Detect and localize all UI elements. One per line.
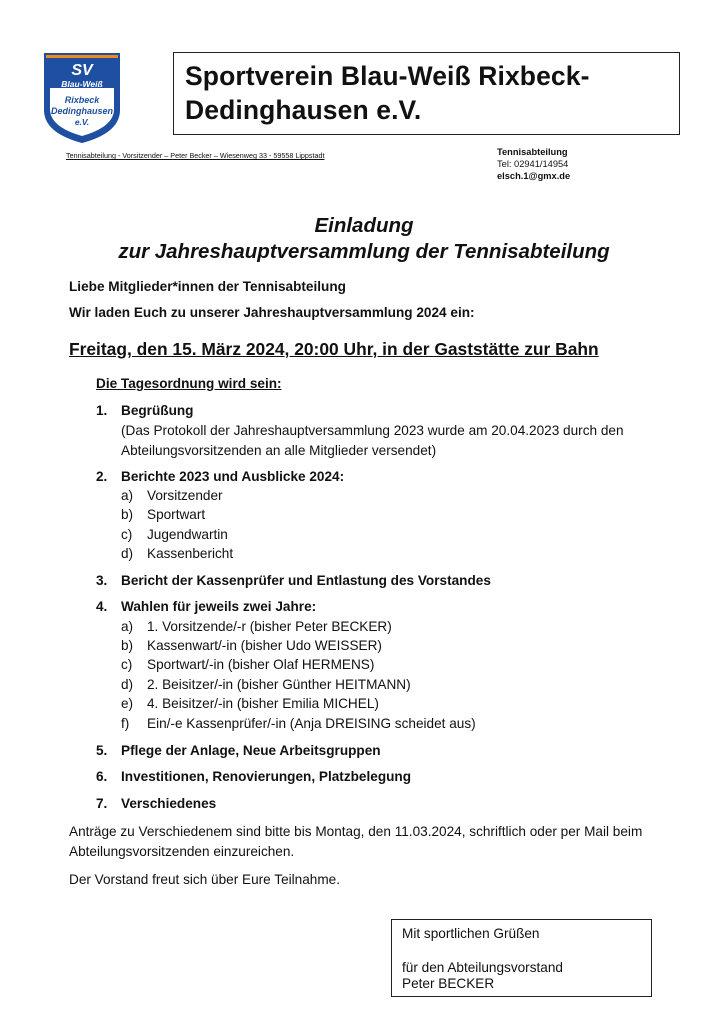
agenda-item-3-title: Bericht der Kassenprüfer und Entlastung des Vorstandes: [121, 573, 491, 588]
agenda-item-4d-letter: d): [121, 677, 134, 692]
agenda-item-4b-text: Kassenwart/-in (bisher Udo WEISSER): [147, 638, 382, 653]
intro: Wir laden Euch zu unserer Jahreshauptversammlung 2024 ein:: [69, 305, 475, 320]
event-line: Freitag, den 15. März 2024, 20:00 Uhr, in der Gaststätte zur Bahn: [69, 339, 599, 359]
agenda-item-2a-text: Vorsitzender: [147, 488, 223, 503]
agenda-item-4f-text: Ein/-e Kassenprüfer/-in (Anja DREISING scheidet aus): [147, 716, 476, 731]
agenda-item-4f-letter: f): [121, 716, 130, 731]
logo-line1: Rixbeck: [64, 95, 100, 105]
agenda-item-2c-text: Jugendwartin: [147, 527, 228, 542]
agenda-item-2b-letter: b): [121, 507, 134, 522]
agenda-item-4c-letter: c): [121, 657, 133, 672]
agenda-item-4b-letter: b): [121, 638, 134, 653]
agenda-item-2d-letter: d): [121, 546, 134, 561]
agenda-item-4a-letter: a): [121, 619, 134, 634]
agenda-item-1-title: Begrüßung: [121, 403, 194, 418]
agenda-item-4-num: 4.: [96, 599, 108, 614]
signature-for: für den Abteilungsvorstand: [402, 959, 563, 975]
contact-block: [497, 146, 570, 182]
agenda-item-4c-text: Sportwart/-in (bisher Olaf HERMENS): [147, 657, 375, 672]
agenda-title: Die Tagesordnung wird sein:: [96, 376, 282, 391]
club-title-box: [173, 52, 680, 135]
agenda-item-2b-text: Sportwart: [147, 507, 206, 522]
contact-phone: Tel: 02941/14954: [497, 159, 569, 169]
logo-band: Blau-Weiß: [61, 79, 103, 89]
agenda-item-2-num: 2.: [96, 469, 108, 484]
agenda-item-5-num: 5.: [96, 743, 108, 758]
agenda-item-5-title: Pflege der Anlage, Neue Arbeitsgruppen: [121, 743, 381, 758]
agenda-item-1-num: 1.: [96, 403, 108, 418]
agenda-item-4a-text: 1. Vorsitzende/-r (bisher Peter BECKER): [147, 619, 392, 634]
club-logo: [43, 52, 121, 144]
agenda-item-4d-text: 2. Beisitzer/-in (bisher Günther HEITMANN): [147, 677, 411, 692]
agenda-item-4e-text: 4. Beisitzer/-in (bisher Emilia MICHEL): [147, 696, 379, 711]
club-title-line1: Sportverein Blau-Weiß Rixbeck-: [185, 61, 590, 91]
signature-name: Peter BECKER: [402, 976, 495, 991]
agenda-item-7-num: 7.: [96, 796, 108, 811]
contact-email: elsch.1@gmx.de: [497, 171, 571, 181]
agenda-item-2-title: Berichte 2023 und Ausblicke 2024:: [121, 469, 345, 484]
closing-paragraph: Der Vorstand freut sich über Eure Teilnahme.: [69, 872, 341, 887]
club-title-line2: Dedinghausen e.V.: [185, 95, 422, 125]
logo-line3: e.V.: [74, 117, 90, 127]
contact-department: Tennisabteilung: [497, 147, 568, 157]
signature-greeting: Mit sportlichen Grüßen: [402, 926, 540, 941]
heading-line1: Einladung: [314, 214, 414, 237]
heading-line2: zur Jahreshauptversammlung der Tennisabteilung: [118, 240, 610, 263]
agenda-item-4e-letter: e): [121, 696, 134, 711]
agenda-item-1-note: (Das Protokoll der Jahreshauptversammlung 2023 wurde am 20.04.2023 durch den Abteilungsvorsitzenden an alle Mitglieder versendet): [121, 423, 624, 458]
agenda-item-6-title: Investitionen, Renovierungen, Platzbelegung: [121, 769, 412, 784]
agenda-item-3-num: 3.: [96, 573, 108, 588]
agenda-item-2c-letter: c): [121, 527, 133, 542]
greeting: Liebe Mitglieder*innen der Tennisabteilung: [69, 279, 346, 294]
signature-box: [391, 919, 652, 997]
logo-line2: Dedinghausen: [50, 106, 114, 116]
agenda-item-4-title: Wahlen für jeweils zwei Jahre:: [121, 599, 317, 614]
agenda-item-7-title: Verschiedenes: [121, 796, 217, 811]
agenda-item-6-num: 6.: [96, 769, 108, 784]
agenda-item-2d-text: Kassenbericht: [147, 546, 234, 561]
agenda-item-2a-letter: a): [121, 488, 134, 503]
logo-sv: SV: [71, 62, 93, 79]
requests-paragraph: Anträge zu Verschiedenem sind bitte bis Montag, den 11.03.2024, schriftlich oder per Mail beim Abteilungsvorsitzenden einzureichen.: [69, 824, 643, 859]
sender-address-line: Tennisabteilung - Vorsitzender – Peter Becker – Wiesenweg 33 - 59558 Lippstadt: [66, 151, 325, 160]
